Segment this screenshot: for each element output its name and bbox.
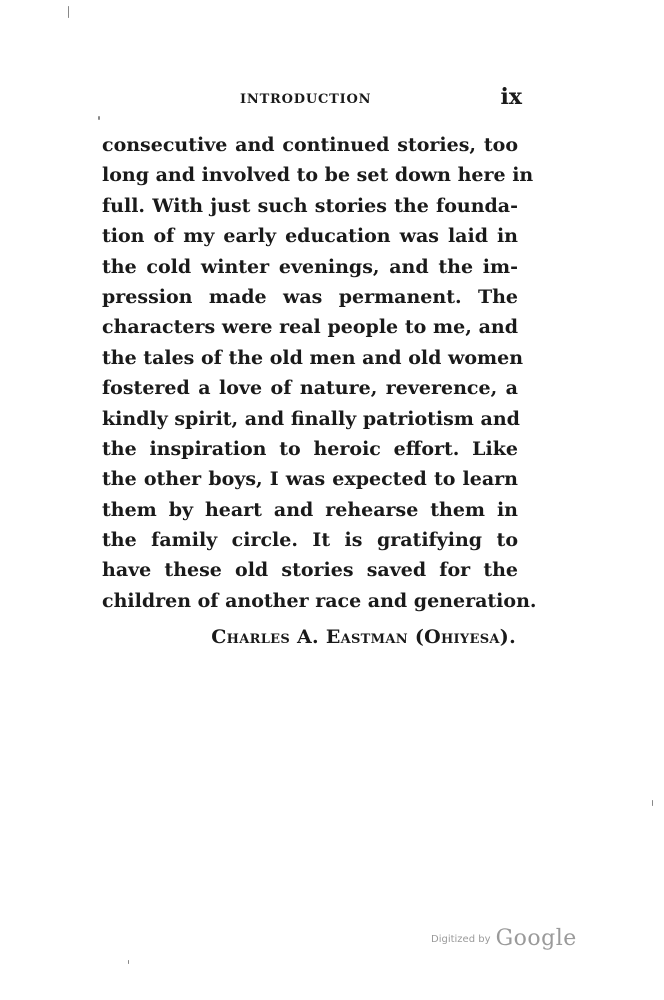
text-line: the inspiration to heroic effort. Like: [102, 437, 518, 460]
scan-speck: [68, 6, 69, 18]
text-line: fostered a love of nature, reverence, a: [102, 377, 518, 400]
text-line: children of another race and generation.: [102, 589, 537, 612]
text-line: consecutive and continued stories, too: [102, 134, 518, 156]
text-line: characters were real people to me, and: [102, 316, 518, 339]
page-header: [102, 84, 522, 112]
text-line: the family circle. It is gratifying to: [102, 529, 518, 552]
text-line: the tales of the old men and old women: [102, 346, 524, 369]
text-line: tion of my early education was laid in: [102, 225, 518, 248]
page-number: ix: [500, 84, 522, 110]
text-line: kindly spirit, and finally patriotism and: [102, 407, 520, 430]
running-head: INTRODUCTION: [240, 92, 372, 107]
text-line: pression made was permanent. The: [102, 285, 518, 308]
text-line: the cold winter evenings, and the im-: [102, 255, 518, 278]
text-line: have these old stories saved for the: [102, 559, 518, 582]
google-logo: Google: [495, 926, 577, 951]
author-signature: Charles A. Eastman (Ohiyesa).: [211, 626, 516, 648]
scan-speck: [128, 960, 129, 964]
digitization-watermark: [431, 926, 577, 951]
scan-speck: [652, 800, 653, 806]
body-text: [102, 130, 537, 616]
scan-speck: [98, 116, 100, 120]
text-line: the other boys, I was expected to learn: [102, 468, 518, 491]
text-line: long and involved to be set down here in: [102, 164, 534, 187]
watermark-prefix: Digitized by: [431, 934, 491, 945]
text-line: full. With just such stories the founda-: [102, 194, 518, 217]
text-line: them by heart and rehearse them in: [102, 498, 518, 521]
